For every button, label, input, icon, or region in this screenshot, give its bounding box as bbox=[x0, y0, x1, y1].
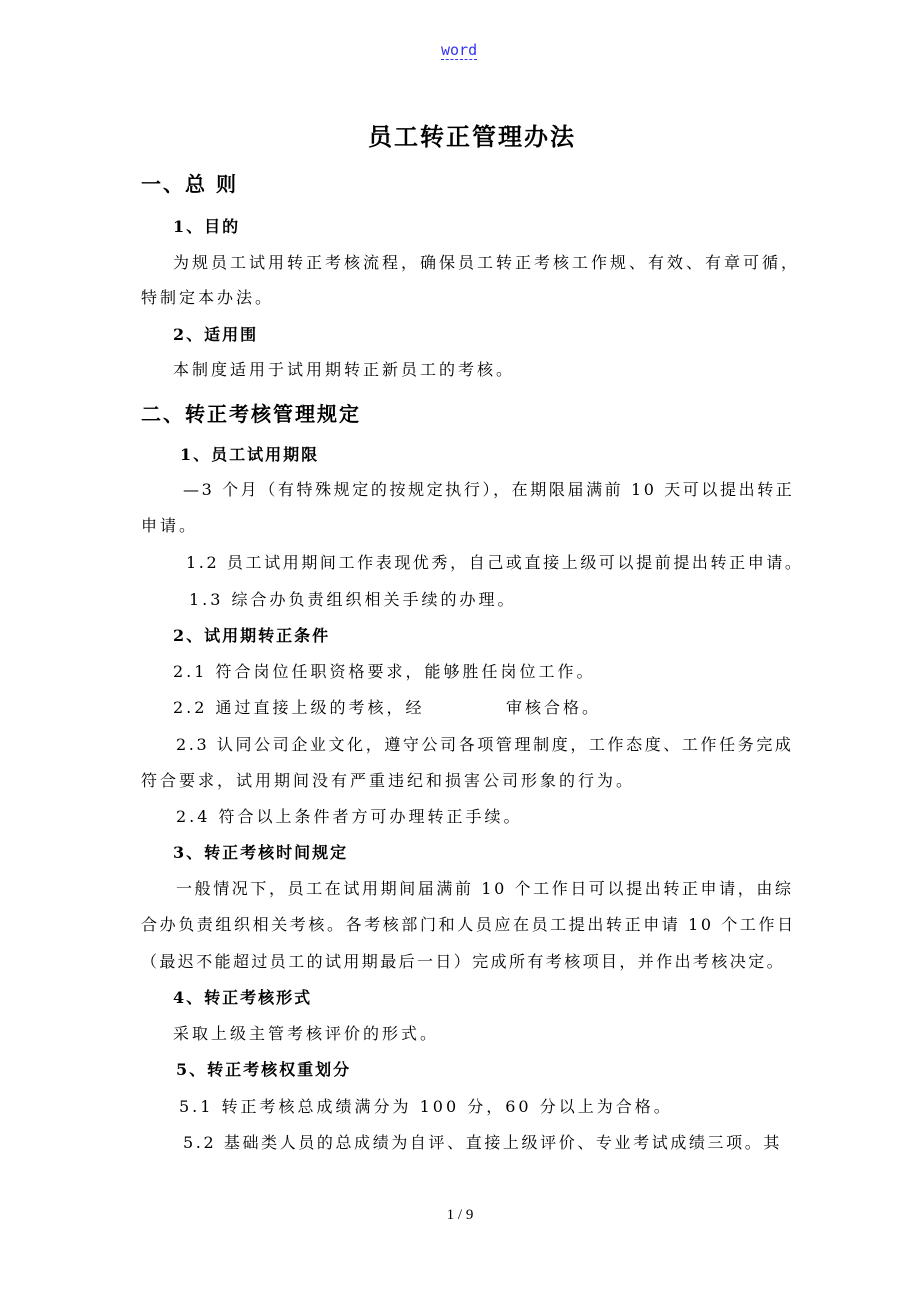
paragraph-line: 合办负责组织相关考核。各考核部门和人员应在员工提出转正申请 10 个工作日 bbox=[141, 915, 796, 934]
paragraph-line: 2.4 符合以上条件者方可办理转正手续。 bbox=[176, 807, 523, 826]
paragraph-line: 2.2 通过直接上级的考核，经 bbox=[173, 698, 425, 717]
word-link[interactable]: word bbox=[441, 41, 478, 59]
paragraph-line: （最迟不能超过员工的试用期最后一日）完成所有考核项目，并作出考核决定。 bbox=[141, 952, 786, 971]
paragraph-line: 特制定本办法。 bbox=[141, 288, 275, 307]
paragraph-line: 符合要求，试用期间没有严重违纪和损害公司形象的行为。 bbox=[141, 771, 636, 790]
paragraph-line: 1.2 员工试用期间工作表现优秀，自己或直接上级可以提前提出转正申请。 bbox=[186, 553, 804, 572]
paragraph-line: 1.3 综合办负责组织相关手续的办理。 bbox=[189, 590, 517, 609]
paragraph-line: 5.2 基础类人员的总成绩为自评、直接上级评价、专业考试成绩三项。其 bbox=[183, 1133, 782, 1152]
paragraph-line: 申请。 bbox=[141, 516, 199, 535]
subheading-purpose: 1、目的 bbox=[173, 217, 241, 236]
paragraph-line: 采取上级主管考核评价的形式。 bbox=[173, 1024, 440, 1043]
paragraph-line: 5.1 转正考核总成绩满分为 100 分，60 分以上为合格。 bbox=[179, 1097, 673, 1116]
section-heading-rules: 二、转正考核管理规定 bbox=[141, 402, 361, 426]
subheading-probation-period: 1、员工试用期限 bbox=[180, 445, 320, 464]
subheading-scope: 2、适用围 bbox=[173, 325, 259, 344]
paragraph-line: 为规员工试用转正考核流程，确保员工转正考核工作规、有效、有章可循， bbox=[173, 253, 801, 272]
paragraph-line: 一般情况下，员工在试用期间届满前 10 个工作日可以提出转正申请，由综 bbox=[176, 879, 794, 898]
section-heading-general: 一、总 则 bbox=[141, 172, 238, 196]
document-title: 员工转正管理办法 bbox=[368, 122, 576, 151]
paragraph-line: 2.1 符合岗位任职资格要求，能够胜任岗位工作。 bbox=[173, 662, 596, 681]
paragraph-line: 本制度适用于试用期转正新员工的考核。 bbox=[173, 360, 516, 379]
subheading-weights: 5、转正考核权重划分 bbox=[176, 1060, 352, 1079]
page-number: 1 / 9 bbox=[446, 1207, 474, 1223]
subheading-conditions: 2、试用期转正条件 bbox=[173, 626, 331, 645]
subheading-form: 4、转正考核形式 bbox=[173, 988, 313, 1007]
paragraph-line: 审核合格。 bbox=[506, 698, 602, 717]
paragraph-line: —3 个月（有特殊规定的按规定执行），在期限届满前 10 天可以提出转正 bbox=[183, 480, 795, 499]
subheading-timing: 3、转正考核时间规定 bbox=[173, 843, 349, 862]
paragraph-line: 2.3 认同公司企业文化，遵守公司各项管理制度，工作态度、工作任务完成 bbox=[176, 735, 794, 754]
